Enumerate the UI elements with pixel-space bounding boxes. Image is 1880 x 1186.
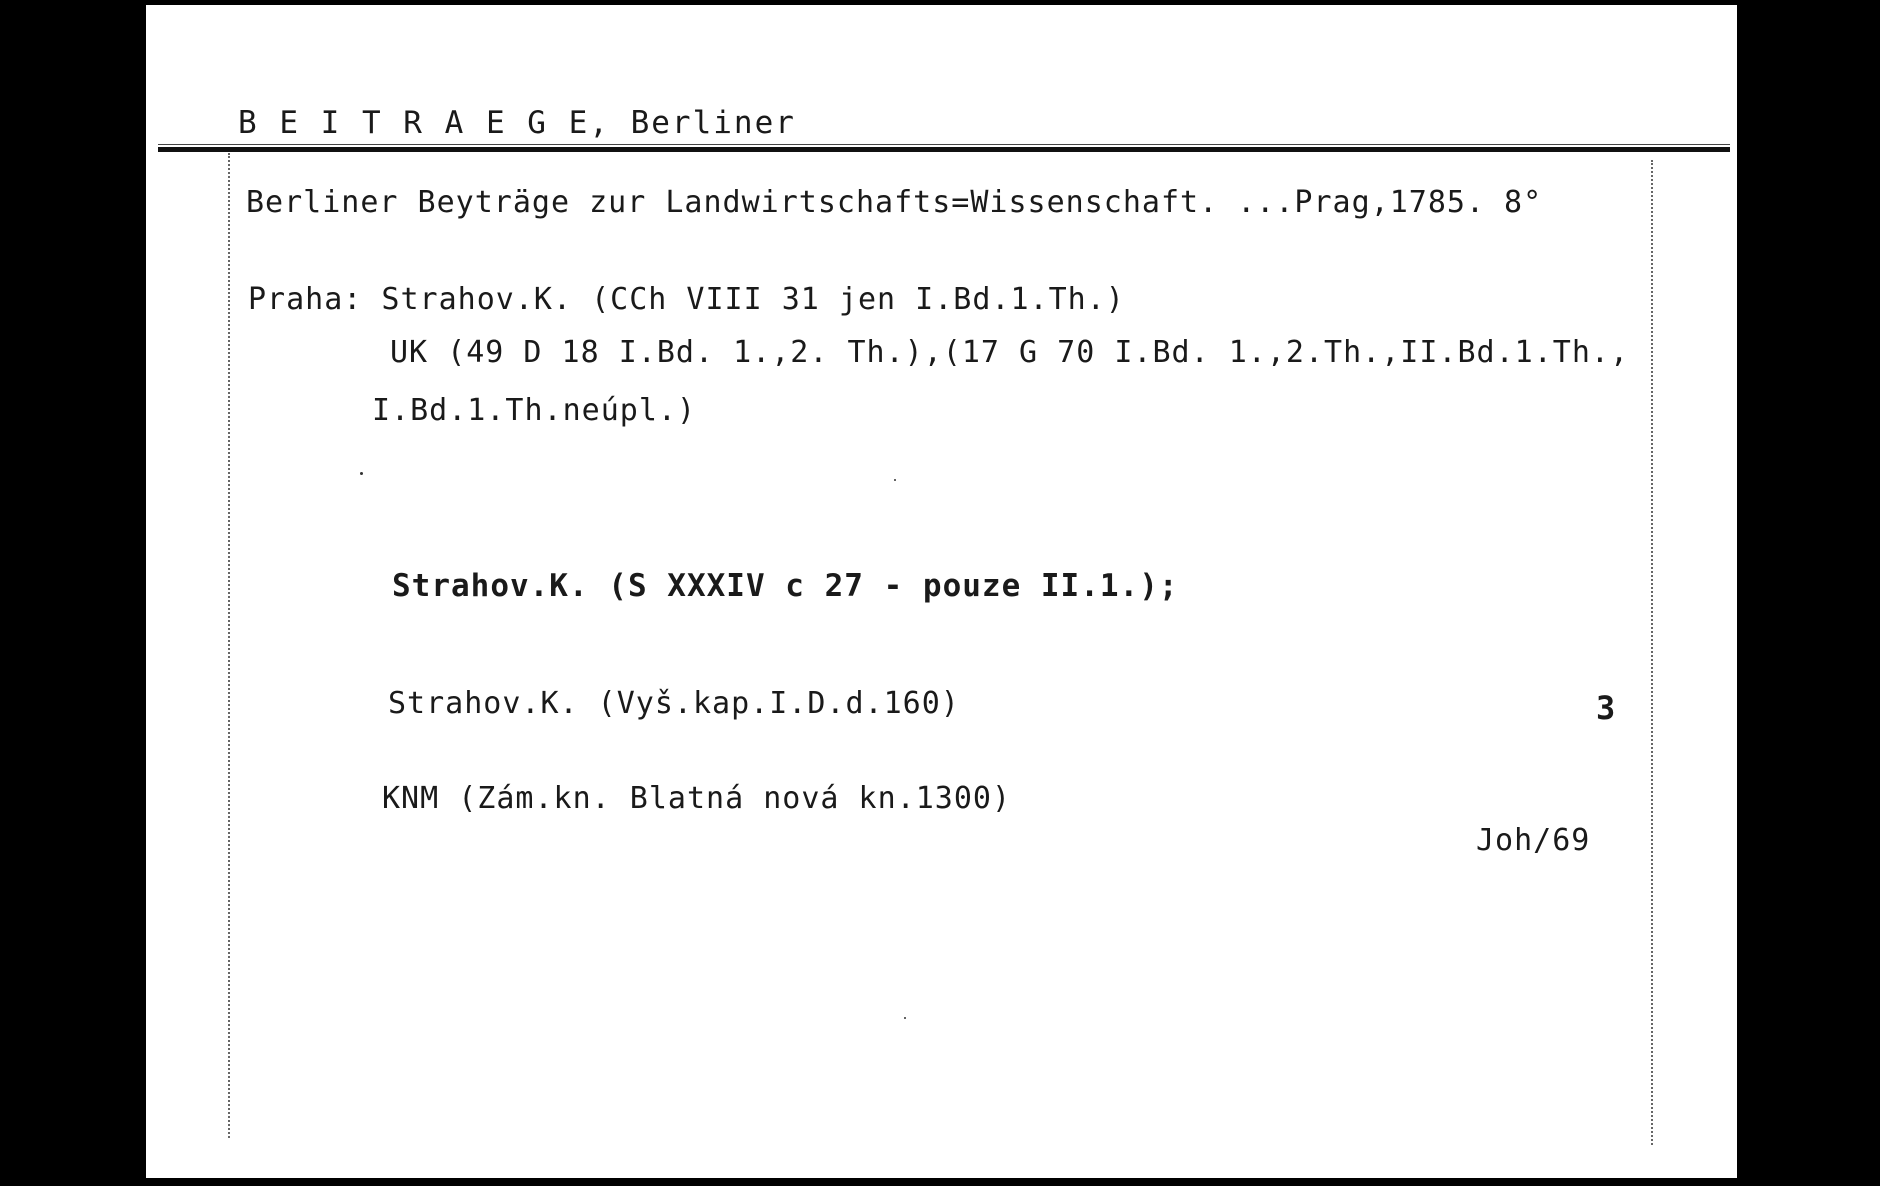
speck-mark bbox=[360, 472, 363, 475]
strahov-s-holding-line: Strahov.K. (S XXXIV c 27 - pouze II.1.); bbox=[392, 568, 1179, 604]
title-line: Berliner Beyträge zur Landwirtschafts=Wissenschaft. ...Prag,1785. 8° bbox=[246, 185, 1543, 220]
speck-mark bbox=[894, 479, 896, 481]
heading-rule bbox=[158, 147, 1730, 152]
left-margin-line bbox=[228, 153, 230, 1138]
praha-holding-line: Praha: Strahov.K. (CCh VIII 31 jen I.Bd.1.Th.) bbox=[248, 282, 1125, 317]
uk-holding-line: UK (49 D 18 I.Bd. 1.,2. Th.),(17 G 70 I.Bd. 1.,2.Th.,II.Bd.1.Th., bbox=[390, 335, 1629, 370]
card-heading: B E I T R A E G E, Berliner bbox=[238, 105, 796, 141]
speck-mark bbox=[904, 1017, 906, 1019]
cataloger-signature: Joh/69 bbox=[1476, 823, 1591, 858]
catalog-card bbox=[146, 5, 1737, 1180]
card-edge-shadow bbox=[140, 1178, 1740, 1186]
strahov-vys-holding-line: Strahov.K. (Vyš.kap.I.D.d.160) bbox=[388, 686, 960, 721]
knm-holding-line: KNM (Zám.kn. Blatná nová kn.1300) bbox=[382, 781, 1012, 816]
number-mark: 3 bbox=[1596, 689, 1617, 727]
heading-rule-thin bbox=[158, 144, 1730, 145]
right-margin-line bbox=[1651, 160, 1653, 1145]
holding-continuation-line: I.Bd.1.Th.neúpl.) bbox=[372, 393, 697, 428]
